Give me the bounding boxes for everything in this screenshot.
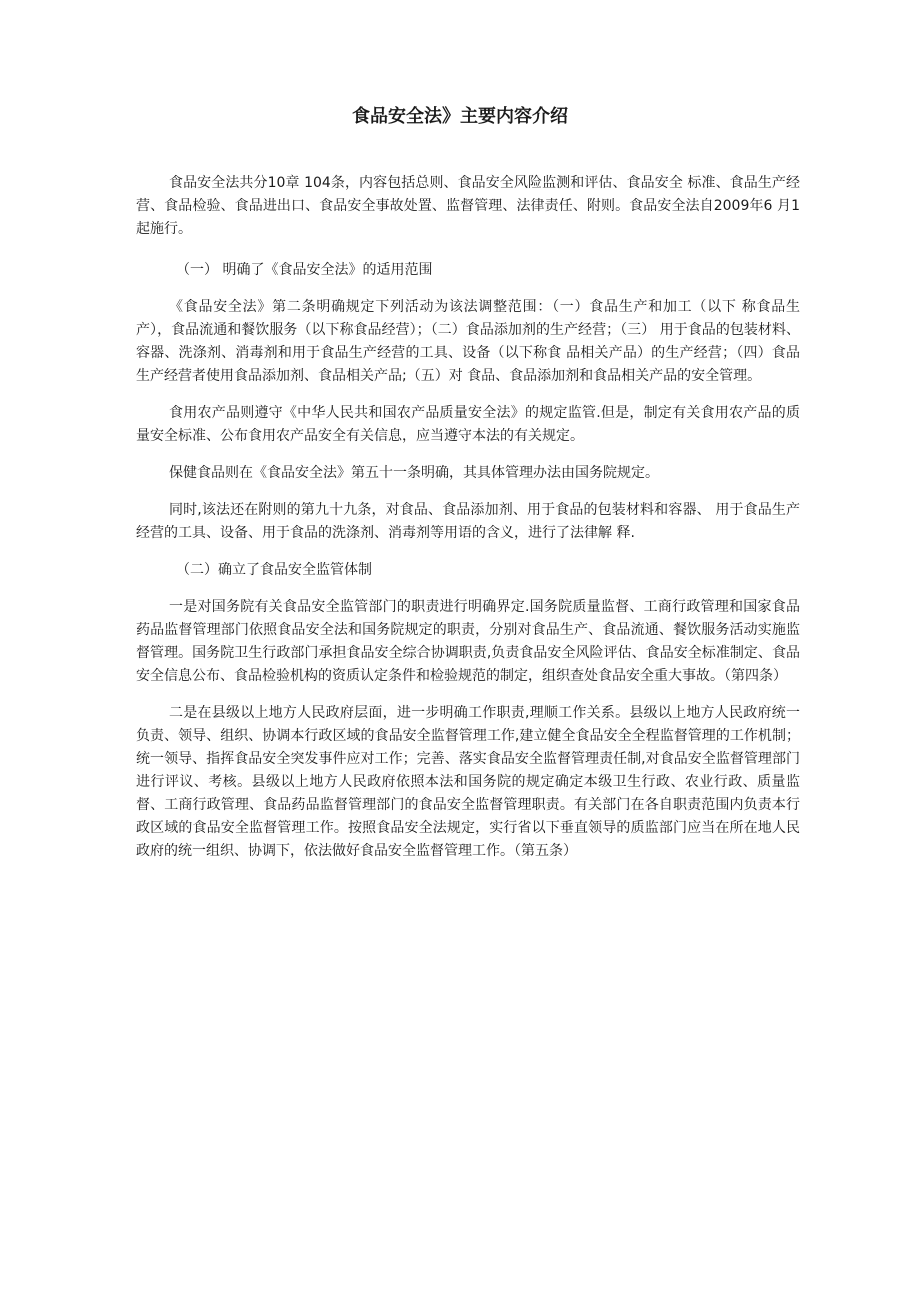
section-2-paragraph: 二是在县级以上地方人民政府层面，进一步明确工作职责,理顺工作关系。县级以上地方人民政府统一负责、领导、组织、协调本行政区域的食品安全监督管理工作,建立健全食品安全全程监督管理的工作机制；统一领导、指挥食品安全突发事件应对工作；完善、落实食品安全监督管理责任制,对食品安全监督管理部门进行评议、考核。县级以上地方人民政府依照本法和国务院的规定确定本级卫生行政、农业行政、质量监督、工商行政管理、食品药品监督管理部门的食品安全监督管理职责。有关部门在各自职责范围内负责本行政区域的食品安全监督管理工作。按照食品安全法规定，实行省以下垂直领导的质监部门应当在所在地人民政府的统一组织、协调下，依法做好食品安全监督管理工作。（第五条）	[136, 705, 800, 859]
section-1-paragraph: 保健食品则在《食品安全法》第五十一条明确，其具体管理办法由国务院规定。	[169, 465, 659, 481]
document-title: 食品安全法》主要内容介绍	[352, 106, 568, 127]
section-1-paragraph: 《食品安全法》第二条明确规定下列活动为该法调整范围：（一）食品生产和加工（以下 称食品生产），食品流通和餐饮服务（以下称食品经营）；（二）食品添加剂的生产经营；（三） 用于食品的包装材料、容器、洗涤剂、消毒剂和用于食品生产经营的工具、设备（以下称食 品相关产品）的生产经营；（四）食品生产经营者使用食品添加剂、食品相关产品;（五）对 食品、食品添加剂和食品相关产品的安全管理。	[136, 299, 800, 384]
intro-paragraph: 食品安全法共分10章 104条，内容包括总则、食品安全风险监测和评估、食品安全 标准、食品生产经营、食品检验、食品进出口、食品安全事故处置、监督管理、法律责任、附则。食品安全法自2009年6 月1 起施行。	[136, 175, 800, 237]
section-1-paragraph: 同时,该法还在附则的第九十九条，对食品、食品添加剂、用于食品的包装材料和容器、 用于食品生产经营的工具、设备、用于食品的洗涤剂、消毒剂等用语的含义，进行了法律解 释.	[136, 502, 800, 541]
document-body	[136, 172, 800, 877]
section-1-heading: （一） 明确了《食品安全法》的适用范围	[176, 262, 433, 278]
section-1-paragraph: 食用农产品则遵守《中华人民共和国农产品质量安全法》的规定监管.但是，制定有关食用农产品的质量安全标准、公布食用农产品安全有关信息，应当遵守本法的有关规定。	[136, 405, 800, 444]
section-2-heading: （二）确立了食品安全监管体制	[176, 562, 372, 578]
section-2-paragraph: 一是对国务院有关食品安全监管部门的职责进行明确界定.国务院质量监督、工商行政管理和国家食品药品监督管理部门依照食品安全法和国务院规定的职责，分别对食品生产、食品流通、餐饮服务活动实施监督管理。国务院卫生行政部门承担食品安全综合协调职责,负责食品安全风险评估、食品安全标准制定、食品安全信息公布、食品检验机构的资质认定条件和检验规范的制定，组织查处食品安全重大事故。（第四条）	[136, 599, 800, 684]
